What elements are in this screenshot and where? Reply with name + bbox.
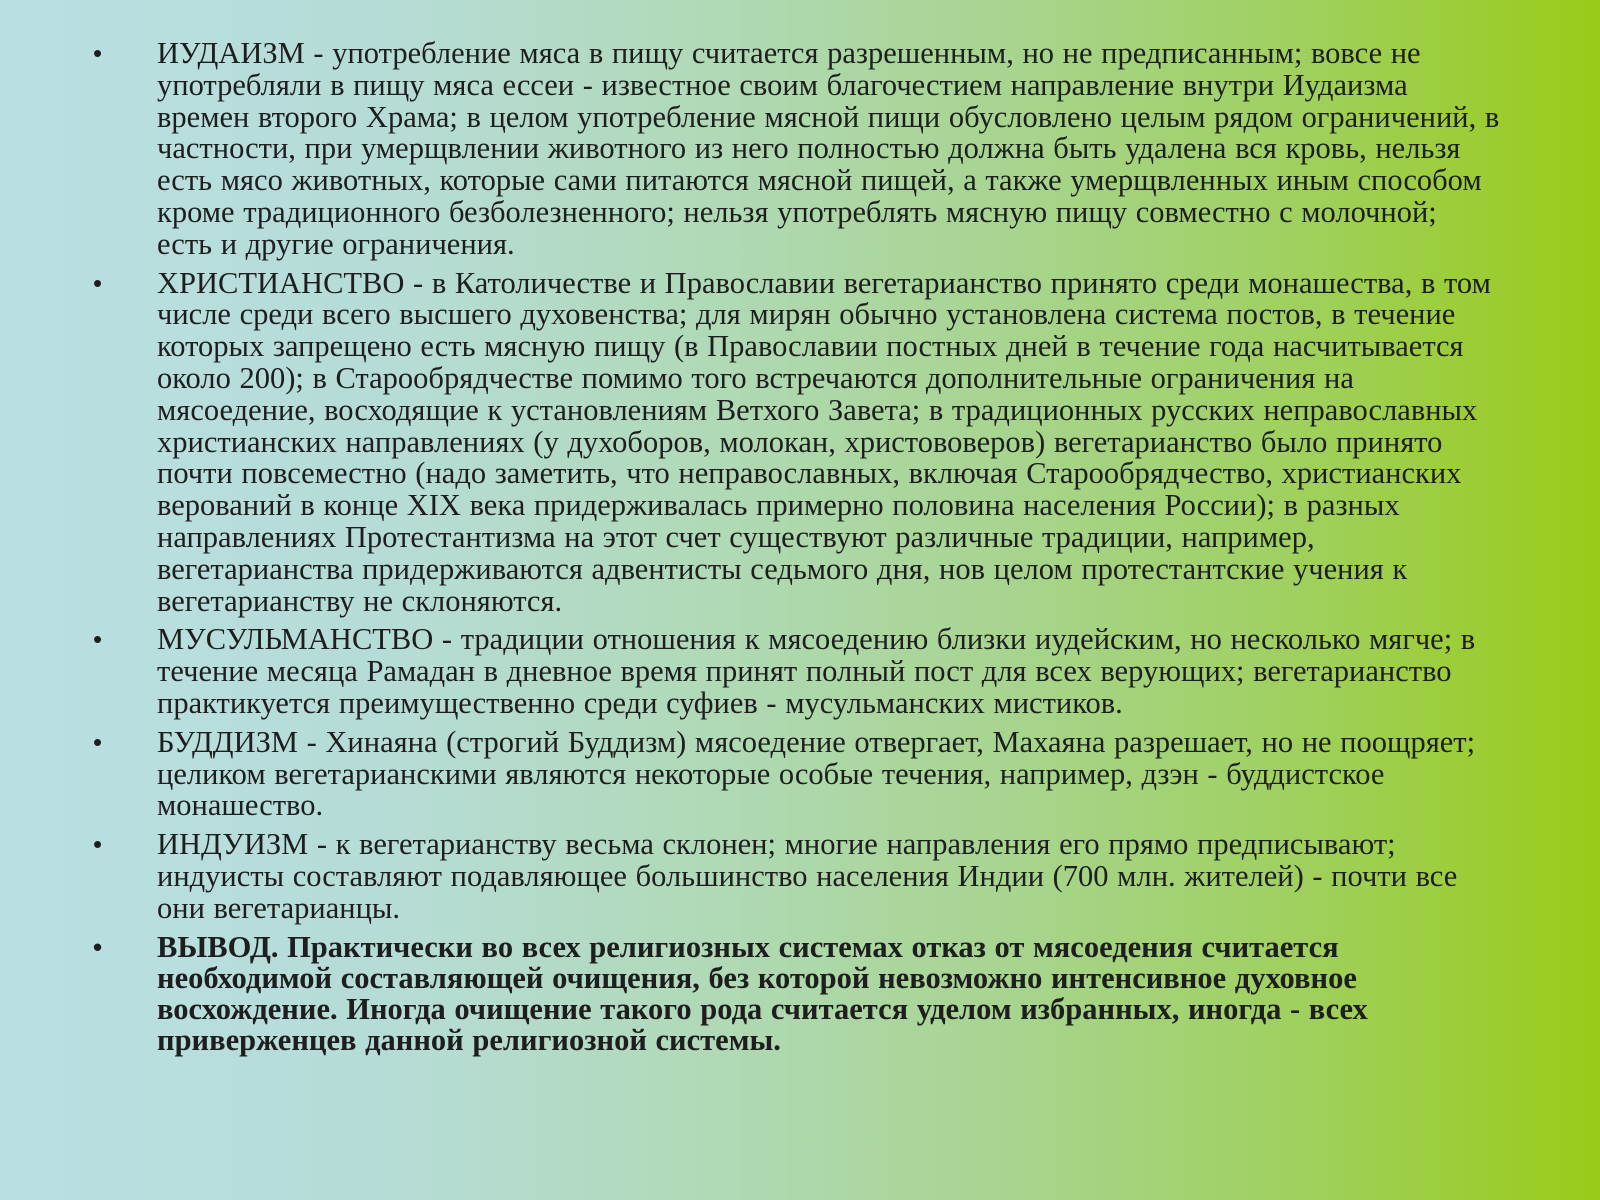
- bullet-islam: [0, 624, 1600, 719]
- bullet-text: ВЫВОД. Практически во всех религиозных системах отказ от мясоедения считается необходимой составляющей очищения, без которой невозможно интенсивное духовное восхождение. Иногда очищение такого рода считается уделом избранных, иногда - всех приверженцев данной религиозной системы.: [157, 929, 1368, 1057]
- bullet-dot-icon: •: [93, 829, 103, 860]
- bullet-dot-icon: •: [93, 726, 103, 757]
- bullet-conclusion: [0, 929, 1600, 1057]
- bullet-text: БУДДИЗМ - Хинаяна (строгий Буддизм) мясоедение отвергает, Махаяна разрешает, но не поощряет; целиком вегетарианскими являются некоторые особые течения, например, дзэн - буддистское монашество.: [157, 724, 1476, 823]
- bullet-text: ИУДАИЗМ - употребление мяса в пищу считается разрешенным, но не предписанным; вовсе не употребляли в пищу мяса ессеи - известное своим благочестием направление внутри Иудаизма времен второго Храма; в целом употребление мясной пищи обусловлено целым рядом ограничений, в частности, при умерщвлении животного из него полностью должна быть удалена вся кровь, нельзя есть мясо животных, которые сами питаются мясной пищей, а также умерщвленных иным способом кроме традиционного безболезненного; нельзя употреблять мясную пищу совместно с молочной; есть и другие ограничения.: [157, 36, 1500, 261]
- bullet-text: МУСУЛЬМАНСТВО - традиции отношения к мясоедению близки иудейским, но несколько мягче; в течение месяца Рамадан в дневное время принят полный пост для всех верующих; вегетарианство практикуется преимущественно среди суфиев - мусульманских мистиков.: [157, 622, 1476, 720]
- bullet-dot-icon: •: [93, 624, 103, 655]
- bullet-buddhism: [0, 724, 1600, 823]
- bullet-christianity: [0, 265, 1600, 618]
- bullet-text: ХРИСТИАНСТВО - в Католичестве и Православии вегетарианство принято среди монашества, в том числе среди всего высшего духовенства; для мирян обычно установлена система постов, в течение которых запрещено есть мясную пищу (в Православии постных дней в течение года насчитывается около 200); в Старообрядчестве помимо того встречаются дополнительные ограничения на мясоедение, восходящие к установлениям Ветхого Завета; в традиционных русских неправославных христианских направлениях (у духоборов, молокан, христововеров) вегетарианство было принято почти повсеместно (надо заметить, что неправославных, включая Старообрядчество, христианских верований в конце XIX века придерживалась примерно половина населения России); в разных направлениях Протестантизма на этот счет существуют различные традиции, например, вегетарианства придерживаются адвентисты седьмого дня, нов целом протестантские учения к вегетарианству не склоняются.: [157, 265, 1491, 618]
- bullet-text: ИНДУИЗМ - к вегетарианству весьма склонен; многие направления его прямо предписывают; индуисты составляют подавляющее большинство населения Индии (700 млн. жителей) - почти все они вегетарианцы.: [157, 827, 1458, 925]
- bullet-list: [0, 38, 1600, 1063]
- bullet-dot-icon: •: [93, 267, 103, 298]
- bullet-hinduism: [0, 829, 1600, 924]
- bullet-judaism: [0, 38, 1600, 261]
- bullet-dot-icon: •: [93, 931, 103, 962]
- bullet-dot-icon: •: [93, 38, 103, 68]
